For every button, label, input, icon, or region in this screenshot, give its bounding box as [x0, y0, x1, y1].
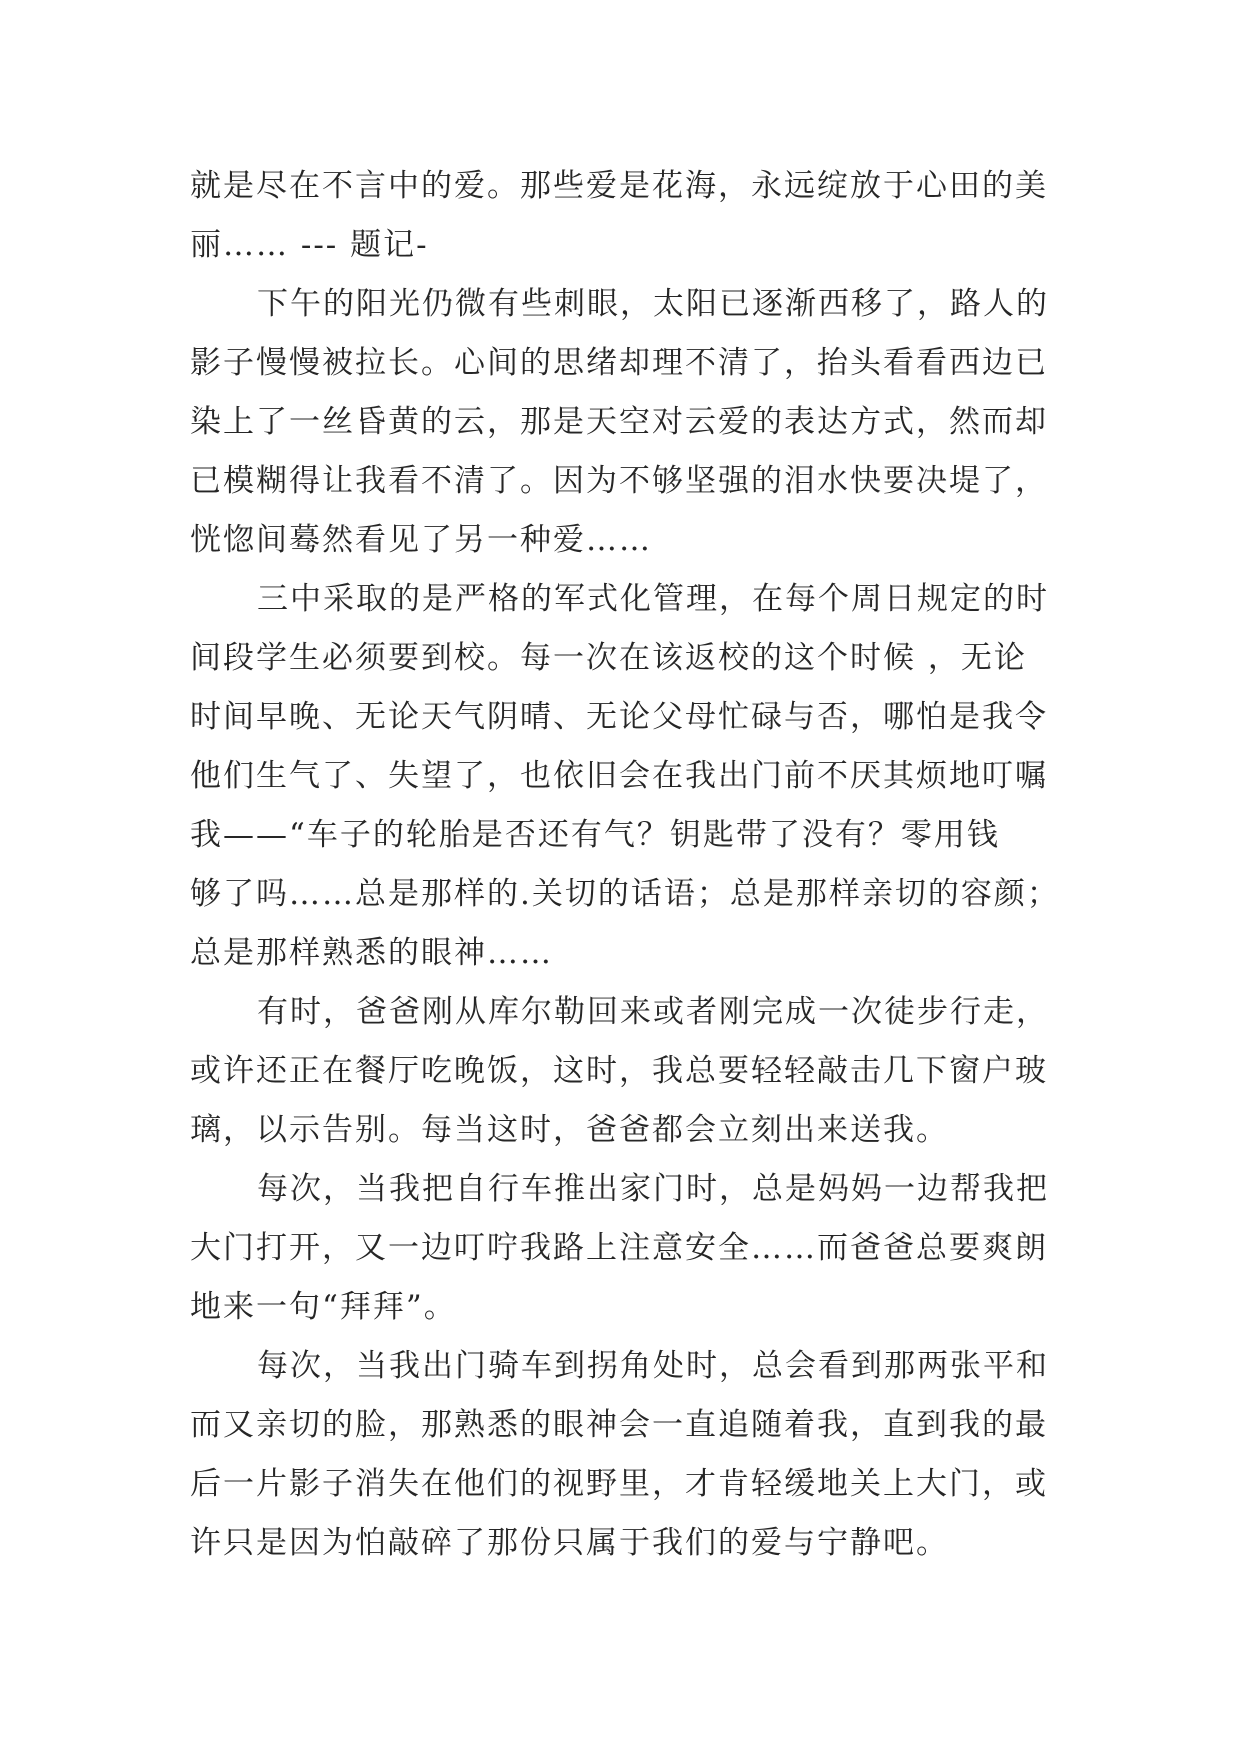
text-line: 大门打开，又一边叮咛我路上注意安全……而爸爸总要爽朗 [190, 1230, 1048, 1266]
text-line: 丽…… --- 题记- [190, 227, 429, 263]
text-line: 地来一句“拜拜”。 [190, 1289, 457, 1325]
text-line: 而又亲切的脸，那熟悉的眼神会一直追随着我，直到我的最 [190, 1407, 1048, 1443]
text-line: 已模糊得让我看不清了。因为不够坚强的泪水快要决堤了， [190, 463, 1048, 499]
text-line: 有时，爸爸刚从库尔勒回来或者刚完成一次徒步行走， [257, 994, 1049, 1030]
text-line: 染上了一丝昏黄的云，那是天空对云爱的表达方式，然而却 [190, 404, 1048, 440]
text-line: 影子慢慢被拉长。心间的思绪却理不清了，抬头看看西边已 [190, 345, 1048, 381]
text-line: 下午的阳光仍微有些刺眼，太阳已逐渐西移了，路人的 [257, 286, 1049, 322]
text-line: 总是那样熟悉的眼神…… [190, 935, 553, 971]
text-line: 或许还正在餐厅吃晚饭，这时，我总要轻轻敲击几下窗户玻 [190, 1053, 1048, 1089]
text-line: 时间早晚、无论天气阴晴、无论父母忙碌与否，哪怕是我令 [190, 699, 1048, 735]
text-line: 就是尽在不言中的爱。那些爱是花海，永远绽放于心田的美 [190, 168, 1048, 204]
text-line: 许只是因为怕敲碎了那份只属于我们的爱与宁静吧。 [190, 1525, 949, 1561]
text-line: 他们生气了、失望了，也依旧会在我出门前不厌其烦地叮嘱 [190, 758, 1048, 794]
text-line: 我——“车子的轮胎是否还有气？钥匙带了没有？零用钱 [190, 817, 1000, 853]
text-line: 每次，当我把自行车推出家门时，总是妈妈一边帮我把 [257, 1171, 1049, 1207]
text-line: 璃，以示告别。每当这时，爸爸都会立刻出来送我。 [190, 1112, 949, 1148]
text-line: 三中采取的是严格的军式化管理，在每个周日规定的时 [257, 581, 1049, 617]
text-line: 后一片影子消失在他们的视野里，才肯轻缓地关上大门，或 [190, 1466, 1048, 1502]
text-line: 恍惚间蓦然看见了另一种爱…… [190, 522, 652, 558]
text-line: 间段学生必须要到校。每一次在该返校的这个时候 ，无论 [190, 640, 1027, 676]
text-line: 够了吗……总是那样的.关切的话语；总是那样亲切的容颜； [190, 876, 1060, 912]
text-line: 每次，当我出门骑车到拐角处时，总会看到那两张平和 [257, 1348, 1049, 1384]
